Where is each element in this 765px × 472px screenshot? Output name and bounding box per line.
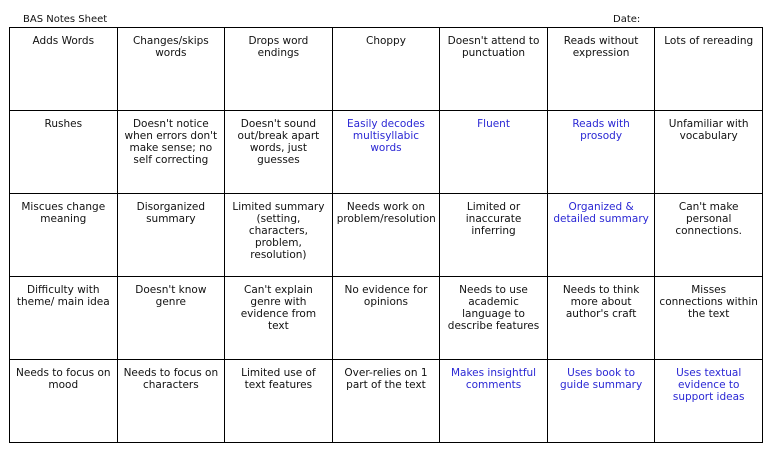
grid-cell	[225, 111, 333, 194]
grid-cell	[655, 277, 763, 360]
notes-grid-body	[10, 28, 763, 443]
cell-text: Needs to focus on characters	[123, 367, 219, 391]
cell-text: Needs to focus on mood	[16, 367, 111, 391]
cell-text: Lots of rereading	[664, 35, 754, 47]
grid-cell	[117, 28, 225, 111]
grid-cell	[440, 360, 548, 443]
grid-cell	[10, 111, 118, 194]
cell-text: Doesn't know genre	[135, 284, 207, 308]
grid-cell	[547, 194, 655, 277]
date-label: Date:	[613, 14, 641, 25]
cell-text: Doesn't sound out/break apart words, just guesses	[237, 118, 320, 166]
cell-text: Misses connections within the text	[659, 284, 758, 320]
grid-cell	[655, 111, 763, 194]
grid-cell	[332, 111, 440, 194]
cell-text: Reads with prosody	[572, 118, 630, 142]
cell-text: Changes/skips words	[132, 35, 209, 59]
cell-text: Rushes	[44, 118, 83, 130]
grid-cell	[10, 360, 118, 443]
cell-text: Difficulty with theme/ main idea	[16, 284, 110, 308]
cell-text: Easily decodes multisyllabic words	[347, 118, 425, 154]
cell-text: Makes insightful comments	[450, 367, 537, 391]
grid-cell	[332, 194, 440, 277]
grid-cell	[117, 194, 225, 277]
grid-cell	[655, 28, 763, 111]
cell-text: Drops word endings	[248, 35, 309, 59]
grid-cell	[440, 111, 548, 194]
cell-text: Disorganized summary	[136, 201, 206, 225]
cell-text: Adds Words	[32, 35, 95, 47]
grid-cell	[547, 111, 655, 194]
grid-cell	[547, 277, 655, 360]
notes-grid	[9, 27, 763, 443]
cell-text: Over-relies on 1 part of the text	[344, 367, 428, 391]
grid-cell	[655, 360, 763, 443]
grid-cell	[117, 277, 225, 360]
cell-text: Limited summary (setting, characters, problem, resolution)	[232, 201, 325, 261]
grid-row	[10, 194, 763, 277]
grid-cell	[332, 28, 440, 111]
grid-cell	[547, 28, 655, 111]
grid-cell	[547, 360, 655, 443]
grid-row	[10, 28, 763, 111]
cell-text: Needs to think more about author's craft	[562, 284, 640, 320]
grid-cell	[440, 277, 548, 360]
sheet-title: BAS Notes Sheet	[23, 14, 108, 25]
grid-cell	[332, 360, 440, 443]
cell-text: Doesn't notice when errors don't make sense; no self correcting	[124, 118, 218, 166]
cell-text: Uses textual evidence to support ideas	[672, 367, 745, 403]
grid-cell	[10, 194, 118, 277]
grid-row	[10, 360, 763, 443]
cell-text: Can't make personal connections.	[675, 201, 743, 237]
cell-text: Limited or inaccurate inferring	[465, 201, 522, 237]
grid-cell	[225, 277, 333, 360]
cell-text: Limited use of text features	[241, 367, 316, 391]
cell-text: Fluent	[477, 118, 510, 130]
cell-text: No evidence for opinions	[344, 284, 428, 308]
cell-text: Choppy	[365, 35, 406, 47]
grid-cell	[225, 28, 333, 111]
grid-cell	[440, 194, 548, 277]
grid-row	[10, 277, 763, 360]
cell-text: Needs work on problem/resolution	[336, 201, 436, 225]
grid-cell	[117, 360, 225, 443]
grid-cell	[655, 194, 763, 277]
grid-cell	[440, 28, 548, 111]
grid-cell	[117, 111, 225, 194]
grid-row	[10, 111, 763, 194]
grid-cell	[225, 360, 333, 443]
grid-cell	[225, 194, 333, 277]
cell-text: Uses book to guide summary	[559, 367, 643, 391]
cell-text: Doesn't attend to punctuation	[447, 35, 540, 59]
cell-text: Can't explain genre with evidence from text	[240, 284, 317, 332]
cell-text: Miscues change meaning	[21, 201, 106, 225]
cell-text: Needs to use academic language to describe features	[447, 284, 540, 332]
cell-text: Organized & detailed summary	[553, 201, 649, 225]
grid-cell	[10, 28, 118, 111]
cell-text: Reads without expression	[563, 35, 639, 59]
grid-cell	[10, 277, 118, 360]
cell-text: Unfamiliar with vocabulary	[668, 118, 749, 142]
grid-cell	[332, 277, 440, 360]
